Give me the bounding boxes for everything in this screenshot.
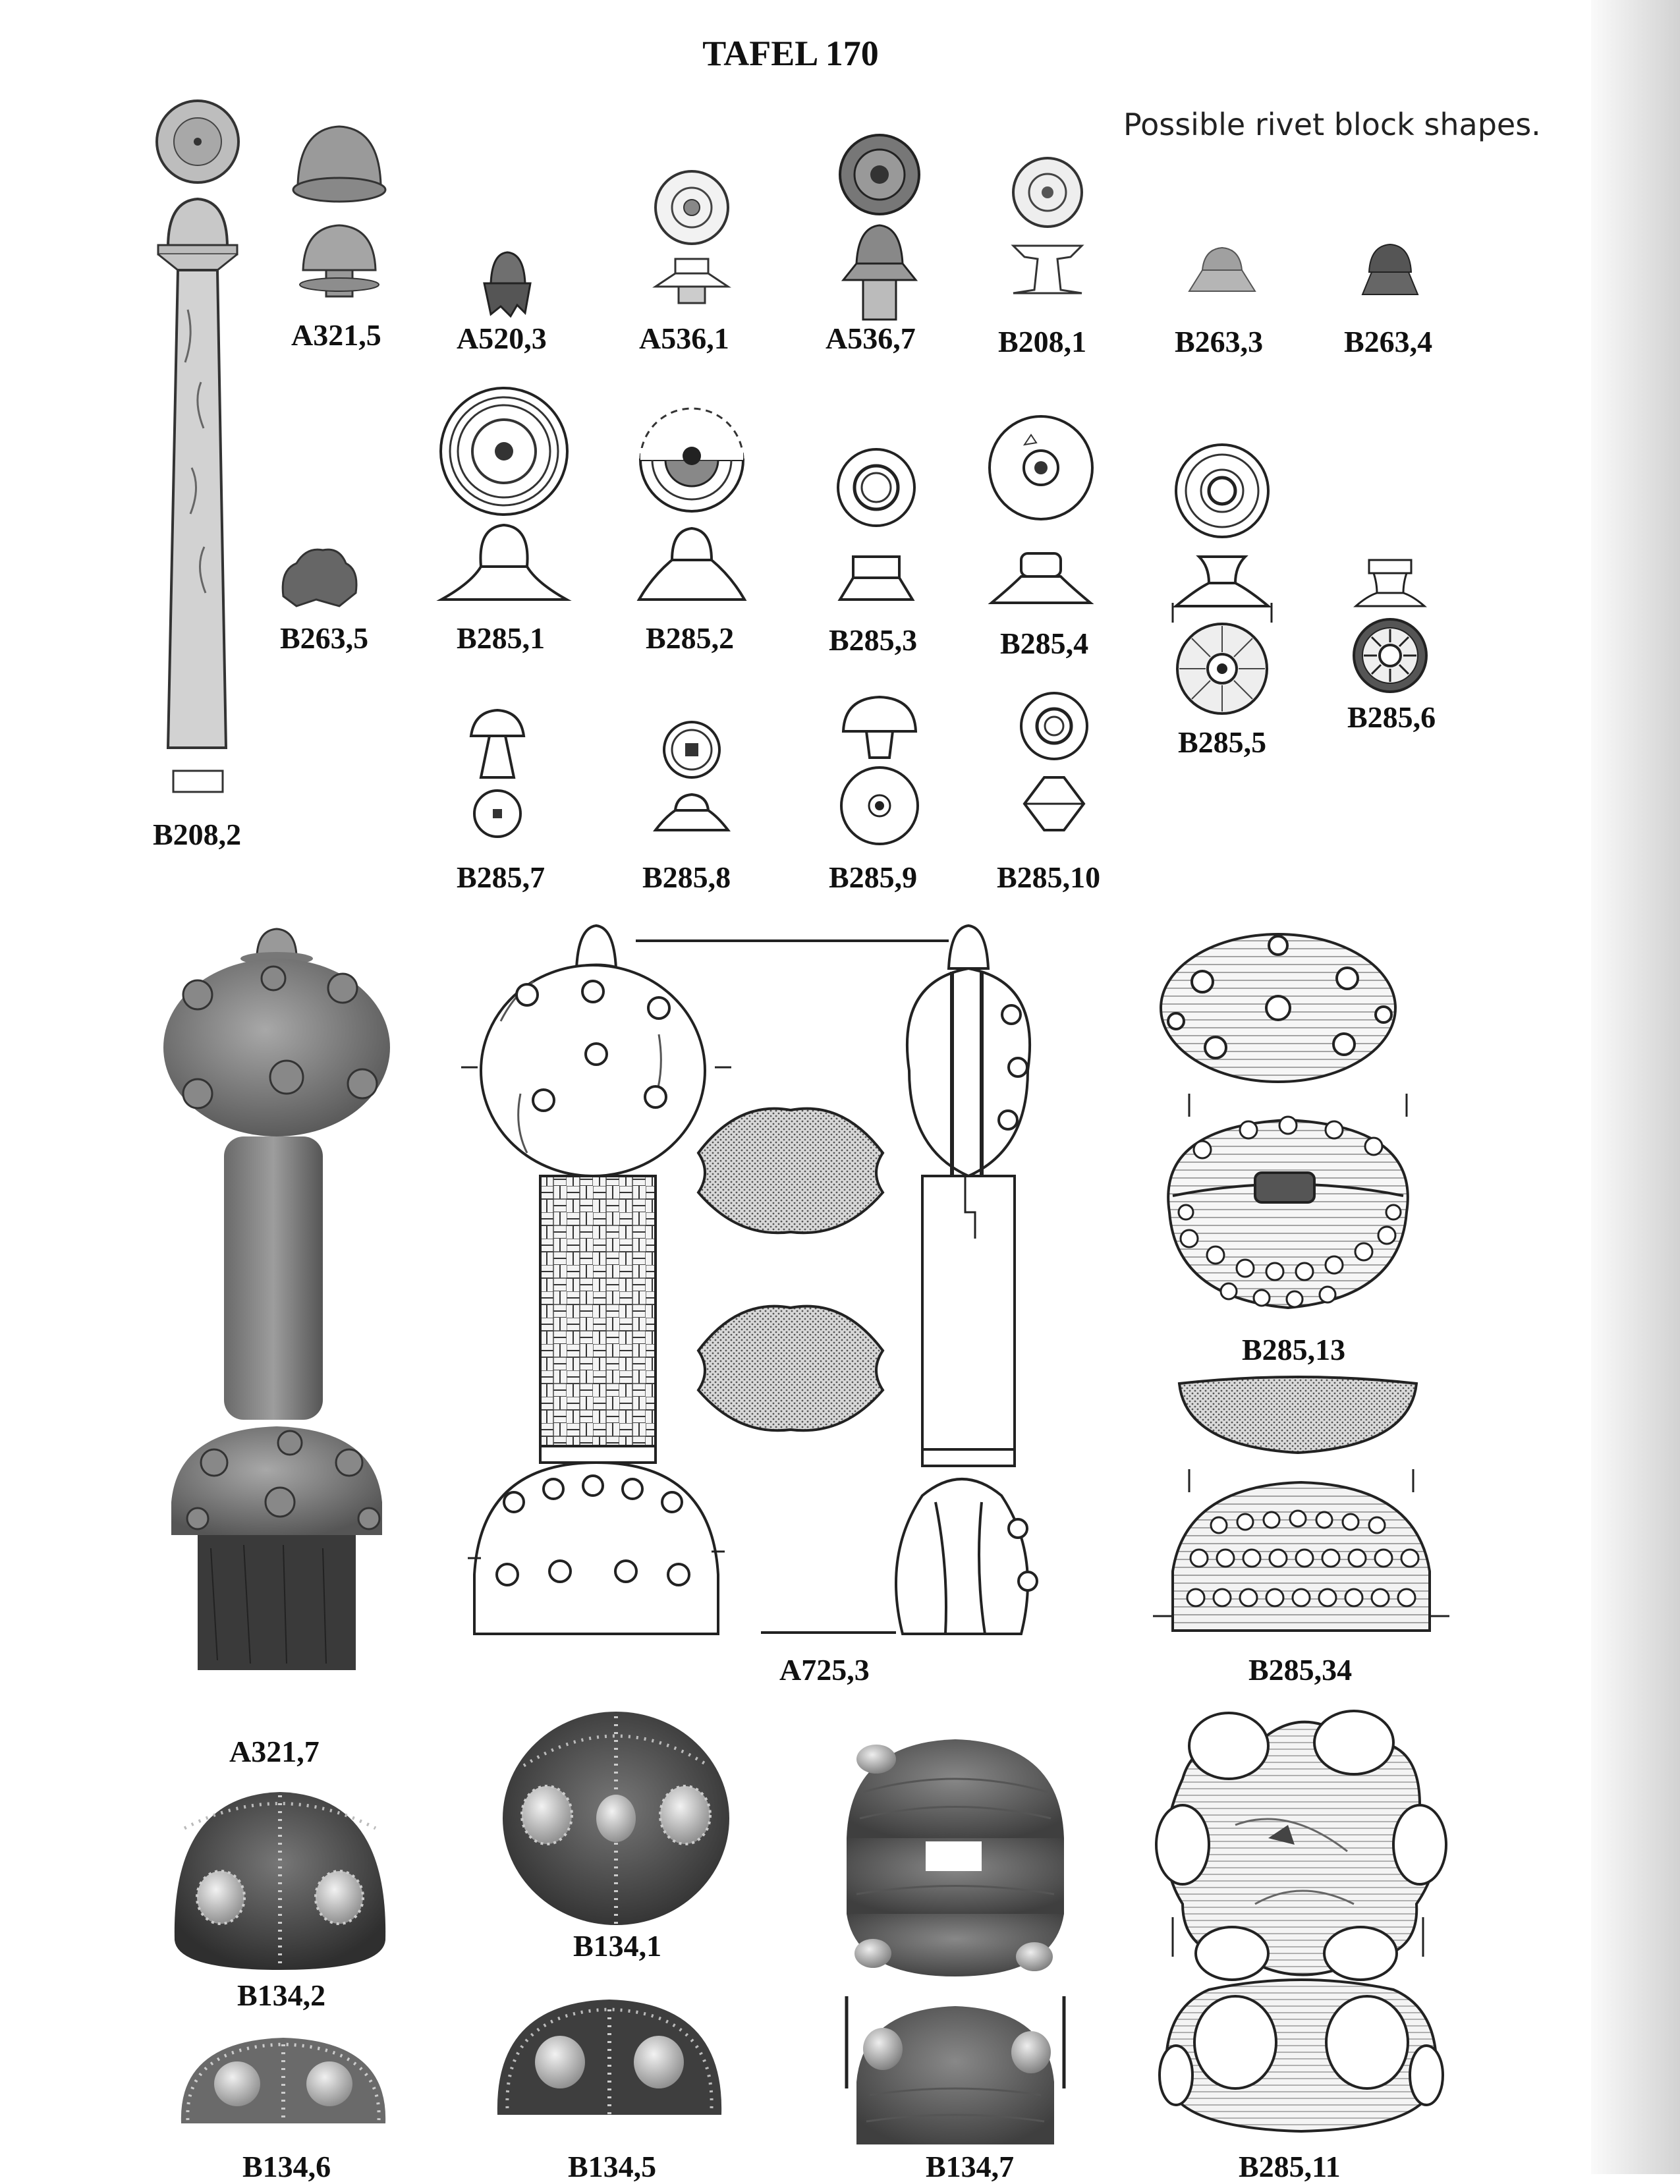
- figure-label: B285,2: [646, 621, 735, 655]
- figure-label: B285,1: [457, 621, 546, 655]
- figure-label: A725,3: [779, 1653, 870, 1687]
- figure-a321-5: [290, 112, 389, 303]
- page-edge-shadow: [1591, 0, 1680, 2174]
- figure-b285-6: [1351, 557, 1430, 695]
- figure-b285-13: [1150, 929, 1433, 1324]
- figure-b285-3: [830, 448, 922, 606]
- figure-a536-7: [833, 132, 926, 323]
- figure-b285-7: [464, 708, 530, 840]
- figure-b263-4: [1357, 240, 1423, 300]
- figure-label: B285,8: [642, 860, 731, 894]
- figure-label: B285,6: [1347, 700, 1436, 734]
- figure-b263-5: [277, 544, 362, 609]
- figure-label: A520,3: [457, 322, 547, 355]
- figure-label: A536,7: [826, 322, 916, 355]
- figure-label: B285,3: [829, 623, 918, 657]
- figure-label: A321,7: [229, 1735, 320, 1768]
- figure-b285-2: [636, 408, 748, 606]
- figure-b263-3: [1186, 244, 1258, 296]
- figure-label: B285,11: [1239, 2150, 1341, 2183]
- figure-label: B134,5: [568, 2150, 657, 2183]
- figure-label: B285,5: [1178, 725, 1267, 759]
- figure-label: B263,3: [1175, 325, 1264, 358]
- plate-title: TAFEL 170: [702, 34, 879, 73]
- figure-b134-5: [494, 1996, 725, 2121]
- figure-b134-6: [178, 2034, 389, 2133]
- figure-label: B285,4: [1000, 627, 1089, 660]
- figure-b134-2: [171, 1789, 389, 1973]
- figure-label: B263,5: [280, 621, 369, 655]
- figure-b208-1: [1008, 155, 1087, 300]
- figure-b208-2: [148, 99, 254, 804]
- figure-b285-8: [649, 718, 735, 837]
- figure-label: A321,5: [291, 318, 381, 352]
- figure-b285-10: [1011, 692, 1097, 843]
- figure-b285-5: [1169, 441, 1275, 718]
- figure-b285-34: [1146, 1374, 1456, 1650]
- figure-label: B134,6: [242, 2150, 331, 2183]
- figure-b134-1: [497, 1706, 735, 1930]
- figure-a321-7: [158, 922, 408, 1733]
- figure-label: B285,10: [997, 860, 1101, 894]
- figure-label: B263,4: [1344, 325, 1433, 358]
- figure-a725-3: [461, 922, 1120, 1640]
- figure-label: B285,9: [829, 860, 918, 894]
- figure-label: B134,7: [926, 2150, 1015, 2183]
- figure-label: A536,1: [639, 322, 729, 355]
- figure-b285-4: [985, 412, 1097, 609]
- figure-label: B208,2: [153, 818, 242, 851]
- figure-b285-9: [837, 695, 922, 847]
- figure-label: B285,34: [1248, 1653, 1353, 1687]
- plate-note: Possible rivet block shapes.: [1123, 107, 1541, 142]
- figure-a520-3: [478, 247, 537, 320]
- figure-a536-1: [649, 168, 735, 306]
- figure-label: B134,1: [573, 1929, 662, 1963]
- figure-label: B285,7: [457, 860, 546, 894]
- figure-label: B134,2: [237, 1978, 326, 2012]
- figure-b134-7: [843, 1739, 1080, 2148]
- figure-b285-11: [1156, 1706, 1446, 2135]
- figure-label: B285,13: [1242, 1333, 1346, 1366]
- figure-label: B208,1: [998, 325, 1087, 358]
- figure-b285-1: [438, 385, 570, 606]
